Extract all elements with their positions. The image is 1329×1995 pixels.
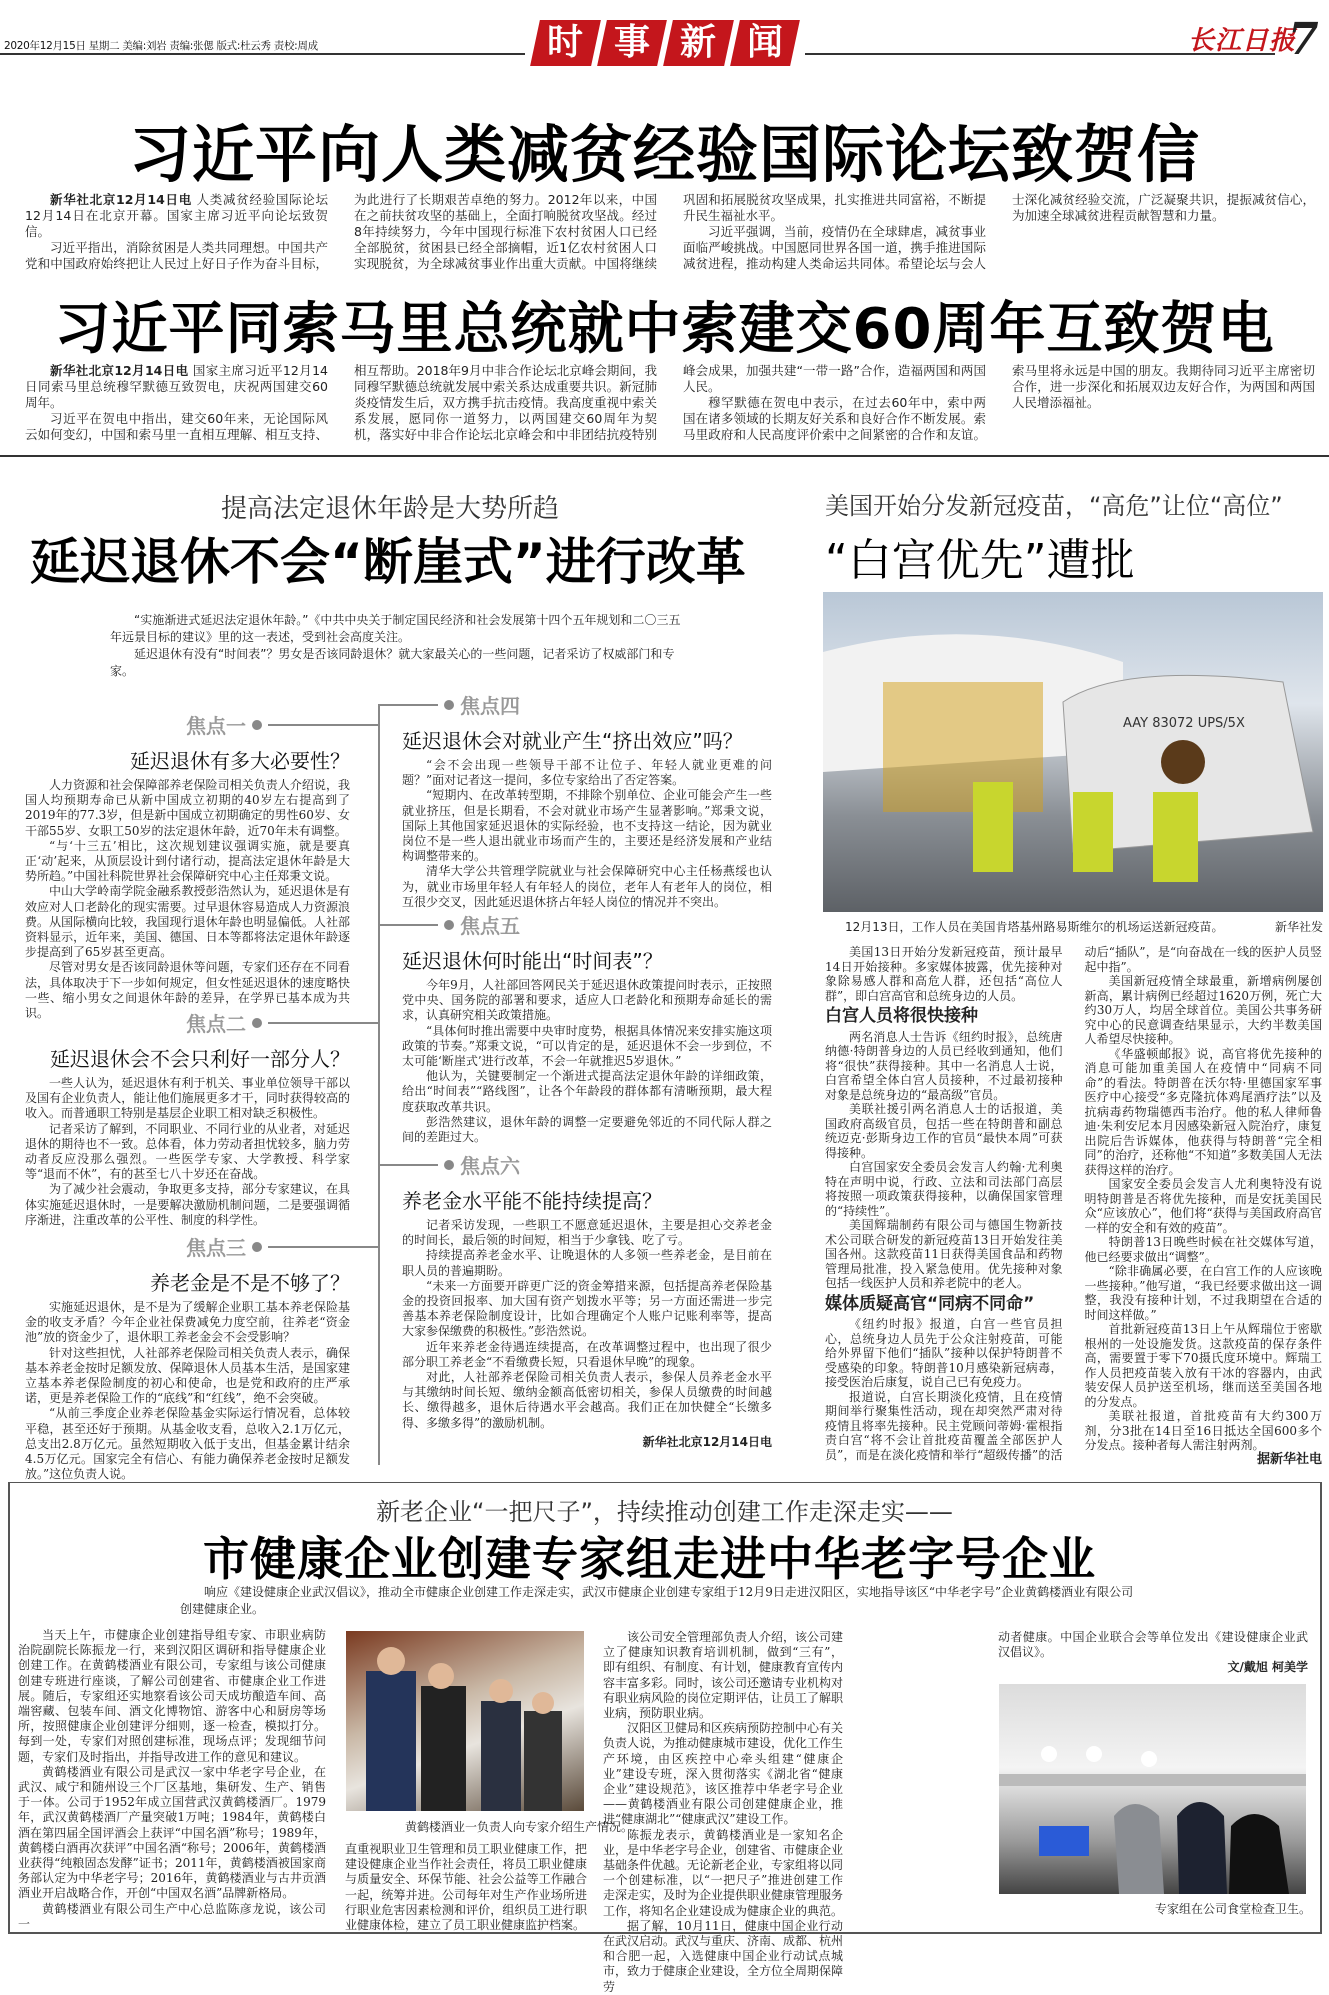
health-kicker: 新老企业“一把尺子”，持续推动创建工作走深走实—— bbox=[376, 1498, 953, 1526]
health-column-1 bbox=[18, 1628, 326, 1932]
photo-factory-tour-caption: 黄鹤楼酒业一负责人向专家介绍生产情况。 bbox=[405, 1820, 634, 1834]
paragraph: 习近平强调，当前，疫情仍在全球肆虐，减贫事业面临严峻挑战。中国愿同世界各国一道，携手推进国际减贫进程，推动构建人类命运共同体。希望论坛与会人士深化减贫经验交流，广泛凝聚共识，提振减贫信心，为加速全球减贫进程贡献智慧和力量。 bbox=[683, 192, 1315, 271]
newspaper-logo: 长江日报 bbox=[1188, 26, 1297, 56]
paragraph: 中山大学岭南学院金融系教授彭浩然认为，延迟退休是有效应对人口老龄化的现实需要。过早退休容易造成人力资源浪费。从国际横向比较，我国现行退休年龄也明显偏低。人社部资料显示，近年来，美国、德国、日本等都将法定退休年龄逐步提高到了65岁甚至更高。 bbox=[25, 884, 350, 960]
banner-char: 事 bbox=[597, 20, 667, 66]
focal-label-row bbox=[378, 910, 772, 939]
paragraph: 人类减贫经验国际论坛12月14日在北京开幕。国家主席习近平向论坛致贺信。 bbox=[25, 192, 328, 239]
focal-section-3 bbox=[25, 1232, 350, 1482]
focal-body bbox=[25, 1076, 350, 1228]
focal-question: 延迟退休何时能出“时间表”？ bbox=[402, 949, 663, 973]
focal-label: 焦点四 bbox=[460, 694, 520, 718]
section-subhead: 白宫人员将很快接种 bbox=[825, 1006, 978, 1026]
retirement-kicker: 提高法定退休年龄是大势所趋 bbox=[220, 494, 559, 524]
connector-dot bbox=[252, 1018, 262, 1028]
health-intro: 响应《建设健康企业武汉倡议》，推动全市健康企业创建工作走深走实，武汉市健康企业创建专家组于12月9日走进汉阳区，实地指导该区“中华老字号”企业黄鹤楼酒业有限公司创建健康企业。 bbox=[180, 1585, 1134, 1616]
vaccine-photo-credit: 新华社发 bbox=[1275, 920, 1324, 934]
connector-dot bbox=[444, 700, 454, 710]
focal-question: 延迟退休会不会只利好一部分人？ bbox=[50, 1047, 350, 1071]
paragraph: “会不会出现一些领导干部不让位子、年轻人就业更难的问题？”面对记者这一提问，多位专家给出了否定答案。 bbox=[402, 758, 772, 788]
article-poverty-forum-body bbox=[25, 192, 1315, 272]
paragraph: 《纽约时报》报道，白宫一些官员担心，总统身边人员先于公众注射疫苗，可能给外界留下他们“插队”接种以保护特朗普不受感染的印象。特朗普10月感染新冠病毒，接受医治后康复，说自己已有免疫力。 bbox=[825, 1317, 1063, 1389]
health-column-4 bbox=[998, 1630, 1308, 1676]
vaccine-kicker: 美国开始分发新冠疫苗，“高危”让位“高位” bbox=[825, 492, 1283, 520]
health-headline: 市健康企业创建专家组走进中华老字号企业 bbox=[203, 1532, 1096, 1586]
paragraph: 为了减少社会震动，争取更多支持，部分专家建议，在具体实施延迟退休时，一是要解决激励机制问题，二是要强调循序渐进，注重改革的公平性、制度的科学性。 bbox=[25, 1182, 350, 1227]
paragraph: 他认为，关键要制定一个渐进式提高法定退休年龄的详细政策，给出“时间表”“路线图”，让各个年龄段的群体都有清晰预期，最大程度获取改革共识。 bbox=[402, 1069, 772, 1114]
connector-line bbox=[268, 1246, 378, 1248]
paragraph: 针对这些担忧，人社部养老保险司相关负责人表示，确保基本养老金按时足额发放、保障退休人员基本生活，是国家建立基本养老保险制度的初心和使命，也是党和政府的庄严承诺，更是养老保险工作的“底线”和“红线”，绝不会突破。 bbox=[25, 1345, 350, 1406]
focal-label-row bbox=[378, 1150, 772, 1179]
focal-label: 焦点一 bbox=[186, 714, 246, 738]
paragraph: 直重视职业卫生管理和员工职业健康工作，把建设健康企业当作社会责任，将员工职业健康与质量安全、环保节能、社会公益等工作融合一起，统筹并进。公司每年对生产作业场所进行职业危害因素检测和评价，组织员工进行职业健康体检，建立了员工职业健康监护档案。 bbox=[345, 1842, 587, 1933]
intro-paragraph: 延迟退休有没有“时间表”？男女是否该同龄退休？就大家最关心的一些问题，记者采访了权威部门和专家。 bbox=[110, 647, 675, 678]
paragraph: “与‘十三五’相比，这次规划建议强调实施，就是要真正‘动’起来，从顶层设计到付诸行动，提高法定退休年龄是大势所趋。”中国社科院世界社会保障研究中心主任郑秉文说。 bbox=[25, 838, 350, 884]
connector-line bbox=[378, 924, 438, 926]
paragraph: 今年9月，人社部回答网民关于延迟退休政策提问时表示，正按照党中央、国务院的部署和要求，适应人口老龄化和预期寿命延长的需求，认真研究相关政策措施。 bbox=[402, 978, 772, 1023]
paragraph: 特朗普13日晚些时候在社交媒体写道，他已经要求做出“调整”。 bbox=[1084, 1235, 1322, 1264]
headline-poverty-forum: 习近平向人类减贫经验国际论坛致贺信 bbox=[128, 118, 1200, 191]
paragraph: 记者采访了解到，不同职业、不同行业的从业者，对延迟退休的期待也不一致。总体看，体力劳动者担忧较多，脑力劳动者反应没那么强烈。一些医学专家、大学教授、科学家等“退而不休”，有的甚至七八十岁还在奋战。 bbox=[25, 1121, 350, 1182]
paragraph: 美联社援引两名消息人士的话报道，美国政府高级官员，包括一些在特朗普和副总统迈克·彭斯身边工作的官员“最快本周”可获得接种。 bbox=[825, 1102, 1063, 1160]
vaccine-headline: “白宫优先”遭批 bbox=[825, 535, 1135, 586]
connector-line bbox=[378, 704, 438, 706]
focal-timeline bbox=[378, 705, 380, 1465]
health-column-3 bbox=[603, 1630, 843, 1995]
connector-dot bbox=[252, 1242, 262, 1252]
paragraph: 国家安全委员会发言人尤利奥特没有说明特朗普是否将优先接种，而是安抚美国民众“应该放心”，他们将“获得与美国政府高官一样的安全和有效的疫苗”。 bbox=[1084, 1177, 1322, 1235]
focal-question: 养老金水平能不能持续提高？ bbox=[402, 1189, 662, 1213]
paragraph: 该公司安全管理部负责人介绍，该公司建立了健康知识教育培训机制，做到“三有”，即有组织、有制度、有计划，健康教育宣传内容丰富多彩。同时，该公司还邀请专业机构对有职业病风险的岗位定期评估，让员工了解职业病，预防职业病。 bbox=[603, 1630, 844, 1721]
retirement-intro bbox=[110, 612, 690, 680]
connector-line bbox=[268, 724, 378, 726]
paragraph: 彭浩然建议，退休年龄的调整一定要避免邻近的不同代际人群之间的差距过大。 bbox=[402, 1114, 772, 1145]
focal-body bbox=[25, 1300, 350, 1482]
byline: 文/戴旭 柯美学 bbox=[1227, 1660, 1308, 1675]
paragraph: 黄鹤楼酒业有限公司生产中心总监陈彦龙说，该公司一 bbox=[18, 1901, 326, 1931]
connector-line bbox=[378, 1164, 438, 1166]
focal-label: 焦点五 bbox=[460, 914, 520, 938]
focal-section-4 bbox=[402, 690, 772, 910]
paragraph: 习近平在贺电中指出，建交60年来，无论国际风云如何变幻，中国和索马里一直相互理解、相互支持、相互帮助。2018年9月中非合作论坛北京峰会期间，我同穆罕默德总统就发展中索关系达成重要共识。新冠肺炎疫情发生后，双方携手抗击疫情。我高度重视中索关系发展，愿同你一道努力，以两国建交60周年为契机，落实好中非合作论坛北京峰会和中非团结抗疫特别峰会成果，加强共建“一带一路”合作，造福两国和两国人民。 bbox=[25, 363, 986, 442]
focal-label-row bbox=[378, 690, 772, 719]
focal-section-6 bbox=[402, 1150, 772, 1450]
paragraph: 首批新冠疫苗13日上午从辉瑞位于密歇根州的一处设施发货。这款疫苗的保存条件高，需要置于零下70摄氏度环境中。辉瑞工作人员把疫苗装入放有干冰的容器内，由武装安保人员护送至机场，继而送至美国各地的分发点。 bbox=[1084, 1322, 1322, 1409]
paragraph: 《华盛顿邮报》说，高官将优先接种的消息可能加重美国人在疫情中“同病不同命”的看法。特朗普在沃尔特·里德国家军事医疗中心接受“多克隆抗体鸡尾酒疗法”以及抗病毒药物瑞德西韦治疗。他的私人律师鲁迪·朱利安尼本月因感染新冠入院治疗，康复出院后告诉媒体，他获得与特朗普“完全相同”的治疗，还称他“不知道”多数美国人无法获得这样的治疗。 bbox=[1084, 1046, 1322, 1177]
paragraph: 持续提高养老金水平、让晚退休的人多领一些养老金，是目前在职人员的普遍期盼。 bbox=[402, 1248, 772, 1278]
photo-canteen-caption: 专家组在公司食堂检查卫生。 bbox=[1155, 1902, 1312, 1916]
vaccine-photo bbox=[823, 592, 1323, 912]
paragraph: 对此，人社部养老保险司相关负责人表示，参保人员养老金水平与其缴纳时间长短、缴纳金额高低密切相关，参保人员缴费的时间越长、缴得越多，退休后待遇水平会越高。我们正在加快健全“长缴多得、多缴多得”的激励机制。 bbox=[402, 1370, 772, 1430]
vaccine-signoff: 据新华社电 bbox=[1256, 1451, 1322, 1467]
paragraph: “短期内、在改革转型期，不排除个别单位、企业可能会产生一些就业挤压，但是长期看，不会对就业市场产生显著影响。”郑秉文说，国际上其他国家延迟退休的实际经验，也不支持这一结论，因为就业岗位不是一些人退出就业市场而产生的，主要还是经济发展和产业结构调整带来的。 bbox=[402, 788, 772, 864]
paragraph: 美联社报道，首批疫苗有大约300万剂，分3批在14日至16日抵达全国600多个分发点。接种者每人需注射两剂。 bbox=[1084, 1409, 1322, 1452]
paragraph: 白宫国家安全委员会发言人约翰·尤利奥特在声明中说，行政、立法和司法部门高层将按照一项政策获得接种，以确保国家管理的“持续性”。 bbox=[825, 1160, 1063, 1218]
focal-body bbox=[402, 978, 772, 1145]
kitchen-inspection-image bbox=[999, 1684, 1306, 1894]
section-banner bbox=[530, 20, 800, 66]
focal-label-row bbox=[25, 710, 378, 739]
airplane-cargo-image bbox=[823, 592, 1323, 912]
focal-section-2 bbox=[25, 1008, 350, 1228]
banner-char: 新 bbox=[663, 20, 733, 66]
focal-section-1 bbox=[25, 710, 350, 1021]
connector-dot bbox=[444, 1160, 454, 1170]
health-column-2 bbox=[345, 1842, 587, 1933]
paragraph: 据了解，10月11日，健康中国企业行动在武汉启动。武汉与重庆、济南、成都、杭州和合肥一起，入选健康中国企业行动试点城市，致力于健康企业建设，全方位全周期保障劳 bbox=[603, 1918, 844, 1994]
signoff: 新华社北京12月14日电 bbox=[642, 1434, 772, 1449]
paragraph: 记者采访发现，一些职工不愿意延迟退休，主要是担心交养老金的时间长，最后领的时间短，相当于少拿钱、吃了亏。 bbox=[402, 1218, 772, 1248]
section-subhead: 媒体质疑高官“同病不同命” bbox=[825, 1293, 1035, 1314]
paragraph: “未来一方面要开辟更广泛的资金筹措来源，包括提高养老保险基金的投资回报率、加大国有资产划拨水平等；另一方面还需进一步完善基本养老保险制度设计，比如合理确定个人账户记账利率等，提高大家参保缴费的积极性。”彭浩然说。 bbox=[402, 1278, 772, 1339]
focal-question: 延迟退休有多大必要性？ bbox=[130, 749, 350, 773]
focal-section-5 bbox=[402, 910, 772, 1145]
connector-dot bbox=[444, 920, 454, 930]
dateline-lead: 新华社北京12月14日电 bbox=[50, 192, 192, 207]
focal-label-row bbox=[25, 1008, 378, 1037]
photo-factory-tour bbox=[346, 1631, 584, 1811]
focal-body bbox=[25, 778, 350, 1021]
paragraph: 陈振龙表示，黄鹤楼酒业是一家知名企业，是中华老字号企业，创建省、市健康企业基础条件优越。无论新老企业，专家组将以同一个创建标准，以“一把尺子”推进创建工作走深走实，及时为企业提供职业健康管理服务工作，将知名企业建设成为健康企业的典范。 bbox=[603, 1827, 844, 1918]
retirement-headline: 延迟退休不会“断崖式”进行改革 bbox=[30, 533, 746, 591]
paragraph: 穆罕默德在贺电中表示，在过去60年中，索中两国在诸多领域的长期友好关系和良好合作不断发展。索马里政府和人民高度评价索中之间紧密的合作和友谊。索马里将永远是中国的朋友。我期待同习近平主席密切合作，进一步深化和拓展双边友好合作，为两国和两国人民增添福祉。 bbox=[683, 363, 1315, 442]
dateline-lead: 新华社北京12月14日电 bbox=[50, 363, 189, 378]
paragraph: 清华大学公共管理学院就业与社会保障研究中心主任杨燕绥也认为，就业市场里年轻人有年轻人的岗位，老年人有老年人的岗位，相互很少交叉，因此延迟退休挤占年轻人岗位的情况并不突出。 bbox=[402, 864, 772, 909]
vaccine-article-body bbox=[825, 945, 1322, 1467]
headline-somalia: 习近平同索马里总统就中索建交60周年互致贺电 bbox=[54, 297, 1275, 362]
page-number: 7 bbox=[1288, 14, 1319, 65]
paragraph: 尽管对男女是否该同龄退休等问题，专家们还存在不同看法，具体取决于下一步如何规定，但女性延迟退休的速度略快一些、缩小男女之间退休年龄的差异，在学界已基本成为共识。 bbox=[25, 960, 350, 1021]
connector-dot bbox=[252, 720, 262, 730]
dateline: 2020年12月15日 星期二 美编:刘岩 责编:张偲 版式:杜云秀 责校:周成 bbox=[4, 40, 318, 52]
intro-paragraph: “实施渐进式延迟法定退休年龄。”《中共中央关于制定国民经济和社会发展第十四个五年规划和二〇三五年远景目标的建议》里的这一表述，受到社会高度关注。 bbox=[110, 613, 681, 644]
section-divider bbox=[0, 455, 1329, 457]
paragraph: 当天上午，市健康企业创建指导组专家、市职业病防治院副院长陈振龙一行，来到汉阳区调研和指导健康企业创建工作。在黄鹤楼酒业有限公司，专家组与该公司健康创建专班进行座谈，了解公司创建省、市健康企业工作进展。随后，专家组还实地察看该公司天成坊酿造车间、高端窖藏、包装车间、酒文化博物馆、游客中心和厨房等场所，按照健康企业创建评分细则，逐一检查，模拟打分。每到一处，专家们对照创建标准，现场点评；发现细节问题，专家们及时指出，并指导改进工作的意见和建议。 bbox=[18, 1628, 326, 1764]
focal-question: 延迟退休会对就业产生“挤出效应”吗？ bbox=[402, 729, 743, 753]
focal-question: 养老金是不是不够了？ bbox=[150, 1271, 350, 1295]
people-touring-image bbox=[346, 1631, 584, 1811]
paragraph: 人力资源和社会保障部养老保险司相关负责人介绍说，我国人均预期寿命已从新中国成立初期的40岁左右提高到了2019年的77.3岁，但是新中国成立初期确定的男性60岁、女干部55岁、女职工50岁的法定退休年龄，近70年未有调整。 bbox=[25, 778, 350, 838]
paragraph: 汉阳区卫健局和区疾病预防控制中心有关负责人说，为推动健康城市建设，优化工作生产环境，由区疾控中心牵头组建“健康企业”建设专班，深入贯彻落实《湖北省“健康企业”建设规范》，该区推荐中华老字号企业——黄鹤楼酒业有限公司创建健康企业，推进“健康湖北”“健康武汉”建设工作。 bbox=[603, 1721, 844, 1827]
focal-label-row bbox=[25, 1232, 378, 1261]
banner-char: 时 bbox=[530, 20, 600, 66]
paragraph: 动者健康。中国企业联合会等单位发出《建设健康企业武汉倡议》。 bbox=[998, 1630, 1308, 1660]
focal-label: 焦点二 bbox=[186, 1012, 246, 1036]
focal-body bbox=[402, 758, 772, 910]
paragraph: 实施延迟退休，是不是为了缓解企业职工基本养老保险基金的收支矛盾？今年企业社保费减免力度空前，往养老“资金池”放的资金少了，退休职工养老金会不会受影响？ bbox=[25, 1300, 350, 1345]
photo-canteen-inspection bbox=[999, 1684, 1306, 1894]
article-somalia-body bbox=[25, 363, 1315, 443]
vaccine-photo-caption: 12月13日，工作人员在美国肯塔基州路易斯维尔的机场运送新冠疫苗。 bbox=[845, 920, 1224, 934]
paragraph: 黄鹤楼酒业有限公司是武汉一家中华老字号企业，在武汉、咸宁和随州设三个厂区基地，集研发、生产、销售于一体。公司于1952年成立国营武汉黄鹤楼酒厂。1979年，武汉黄鹤楼酒厂产量突破1万吨；1984年，黄鹤楼白酒在第四届全国评酒会上获评“中国名酒”称号；1989年，黄鹤楼白酒再次获评”中国名酒“称号；2006年，黄鹤楼酒业获得“纯粮固态发酵”证书；2011年，黄鹤楼酒被国家商务部认定为中华老字号；2016年，黄鹤楼酒业与古井贡酒酒业开启战略合作，开创“中国双名酒”品牌新格局。 bbox=[18, 1764, 326, 1901]
focal-label: 焦点六 bbox=[460, 1154, 520, 1178]
paragraph: 美国辉瑞制药有限公司与德国生物新技术公司联合研发的新冠疫苗13日开始发往美国各州。这款疫苗11日获得美国食品和药物管理局批准，投入紧急使用。优先接种对象包括一线医护人员和养老院中的老人。 bbox=[825, 1218, 1063, 1290]
cargo-label: AAY 83072 UPS/5X bbox=[1123, 716, 1245, 731]
paragraph: 近年来养老金待遇连续提高，在改革调整过程中，也出现了很少部分职工养老金“不看缴费长短，只看退休早晚”的现象。 bbox=[402, 1339, 772, 1369]
paragraph: 两名消息人士告诉《纽约时报》，总统唐纳德·特朗普身边的人员已经收到通知，他们将“很快”获得接种。其中一名消息人士说，白宫希望全体白宫人员接种，不过最初接种对象是总统身边的“最高级”官员。 bbox=[825, 1029, 1063, 1102]
focal-body bbox=[402, 1218, 772, 1431]
header-rule-left bbox=[0, 53, 525, 55]
banner-char: 闻 bbox=[730, 20, 800, 66]
focal-label: 焦点三 bbox=[186, 1236, 246, 1260]
paragraph: 美国新冠疫情全球最重，新增病例屡创新高，累计病例已经超过1620万例，死亡大约30万人，均居全球首位。美国公共事务研究中心的民意调查结果显示，大约半数美国人希望尽快接种。 bbox=[1084, 974, 1322, 1046]
paragraph: “从前三季度企业养老保险基金实际运行情况看，总体较平稳，甚至还好于预期。从基金收支看，总收入2.1万亿元，总支出2.8万亿元。虽然短期收入低于支出，但基金累计结余4.5万亿元。国家完全有信心、有能力确保养老金按时足额发放。”这位负责人说。 bbox=[25, 1406, 350, 1482]
connector-line bbox=[268, 1022, 378, 1024]
paragraph: 报道说，白宫长期淡化疫情，且在疫情期间举行聚集性活动，现在却突然严肃对待疫情且将率先接种。民主党顾问蒂姆·霍根指责白宫“将不会让首批疫苗覆盖全部医护人员”，而是在淡化疫情和举行“超级传播”的活动后“插队”，是“向奋战在一线的医护人员竖起中指”。 bbox=[825, 945, 1322, 1462]
paragraph: 国家主席习近平12月14日同索马里总统穆罕默德互致贺电，庆祝两国建交60周年。 bbox=[25, 363, 328, 410]
paragraph: 美国13日开始分发新冠疫苗，预计最早14日开始接种。多家媒体披露，优先接种对象除易感人群和高危人群，还包括“高位人群”，即白宫高官和总统身边的人员。 bbox=[825, 945, 1063, 1003]
paragraph: “除非确属必要，在白宫工作的人应该晚一些接种。”他写道，“我已经要求做出这一调整，我没有接种计划，不过我期望在合适的时间这样做。” bbox=[1084, 1264, 1322, 1322]
paragraph: 习近平指出，消除贫困是人类共同理想。中国共产党和中国政府始终把让人民过上好日子作为奋斗目标，为此进行了长期艰苦卓绝的努力。2012年以来，中国在之前扶贫攻坚的基础上，全面打响脱贫攻坚战。经过8年持续努力，今年中国现行标准下农村贫困人口已经全部脱贫，贫困县已经全部摘帽，近1亿农村贫困人口实现脱贫，为全球减贫事业作出重大贡献。中国将继续巩固和拓展脱贫攻坚成果，扎实推进共同富裕，不断提升民生福祉水平。 bbox=[25, 192, 986, 271]
paragraph: 一些人认为，延迟退休有利于机关、事业单位领导干部以及国有企业负责人，能让他们施展更多才干，同时获得较高的收入。而普通职工特别是基层企业职工相对缺乏积极性。 bbox=[25, 1076, 350, 1121]
paragraph: “具体何时推出需要中央审时度势，根据具体情况来安排实施这项政策的节奏。”郑秉文说，“可以肯定的是，延迟退休不会一步到位，不太可能‘断崖式’进行改革，不会一年就推迟5岁退休。” bbox=[402, 1023, 772, 1069]
